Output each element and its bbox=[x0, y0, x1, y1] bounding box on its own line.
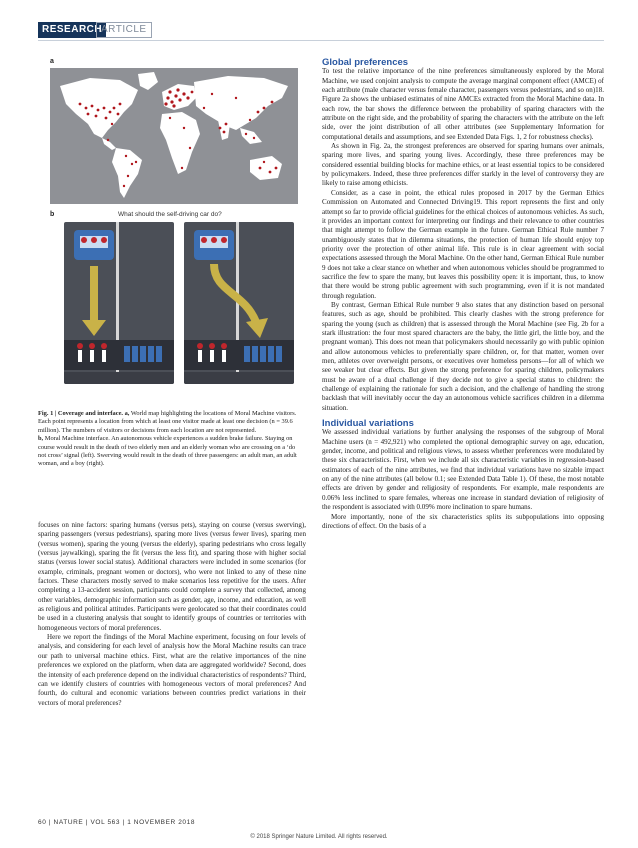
right-paragraph-5: We assessed individual variations by further analysing the responses of the subgroup of Moral Machine users (n = 492,921) who completed the optional demographic survey on age, education, gender, income, and political and religious views, to assess whether preferences were modulated by these six characteristics. First, when we include all six characteristic variables in regression-based estimators of each of the nine attributes, we find that individual variations have no sizable impact on any of the nine attributes (all below 0.1; see Extended Data Table 1). Of these, the most notable effects are driven by gender and religiosity of respondents. For example, male respondents are 0.06% less inclined to spare females, whereas one increase in standard deviation of religiosity of the respondent is associated with 0.09% more inclination to spare humans. bbox=[322, 428, 604, 512]
article-type-badge: ARTICLE bbox=[96, 22, 152, 38]
caption-a-text: World map highlighting the locations of Moral Machine visitors. Each point represents a location from which at least one visitor made at least one decision (n = 39.6 million). The numbers of visitors or decisions from each location are not represented. bbox=[38, 410, 297, 434]
right-paragraph-1: To test the relative importance of the nine preferences simultaneously explored by the Moral Machine, we used conjoint analysis to compute the average marginal component effect (AMCE) of each attribute (male character versus female character, passengers versus pedestrians, and so on)18. Figure 2a shows the unbiased estimates of nine AMCEs extracted from the Moral Machine data. In each row, the bar shows the difference between the probability of sparing characters with the attribute on the right side, and the probability of sparing the characters with the attribute on the left side, over the joint distribution of all other attributes (see Supplementary Information for computational details and assumptions, and see Extended Data Figs. 1, 2 for robustness checks). bbox=[322, 67, 604, 141]
caption-b-label: b, bbox=[38, 435, 44, 443]
figure-question: What should the self-driving car do? bbox=[118, 211, 222, 218]
left-column bbox=[38, 521, 306, 708]
world-map bbox=[50, 68, 298, 204]
section-badge: RESEARCH bbox=[38, 22, 106, 38]
caption-b-text: Moral Machine interface. An autonomous vehicle experiences a sudden brake failure. Staying on course would result in the death of two elderly men and an elderly woman who are crossing on a ‘do not cross’ signal (left). Swerving would result in the death of three passengers: an adult man, an adult woman, and a boy (right). bbox=[38, 435, 297, 468]
right-paragraph-6: More importantly, none of the six characteristics splits its subpopulations into opposing directions of effect. On the basis of a bbox=[322, 512, 604, 530]
world-map-graphic bbox=[50, 68, 298, 204]
right-paragraph-3: Consider, as a case in point, the ethical rules proposed in 2017 by the German Ethics Commission on Automated and Connected Driving19. This report represents the first and only attempt so far to provide official guidelines for the ethical choices of autonomous vehicles. As such, it provides an important context for interpreting our findings and their relevance to other countries that might attempt to follow the German example in the future. German Ethical Rule number 7 unambiguously states that in dilemma situations, the protection of human life should enjoy top priority over the protection of other animal life. This rule is in clear agreement with social expectations assessed through the Moral Machine. On the other hand, German Ethical Rule number 9 does not take a clear stance on whether and when autonomous vehicles should be programmed to sacrifice the few to spare the many, but leaves this possibility open: it is important, thus, to know that there would be strong public agreement with such programming, even if it is not mandated through regulation. bbox=[322, 188, 604, 300]
caption-a-label: a, bbox=[124, 410, 130, 417]
page-footer: 60 | NATURE | VOL 563 | 1 NOVEMBER 2018 bbox=[38, 819, 196, 826]
panel-b-label: b bbox=[50, 211, 55, 218]
header-rule bbox=[38, 40, 604, 41]
right-paragraph-2: As shown in Fig. 2a, the strongest preferences are observed for sparing humans over animals, sparing more lives, and sparing young lives. Accordingly, these three preferences may be considered essential building blocks for machine ethics, or at least essential topics to be considered by policymakers. Indeed, these three preferences differ starkly in the level of controversy they are likely to raise among ethicists. bbox=[322, 142, 604, 188]
right-paragraph-4: By contrast, German Ethical Rule number 9 also states that any distinction based on personal features, such as age, should be prohibited. This clearly clashes with the strong preference for sparing the young (such as children) that is assessed through the Moral Machine (see Fig. 2b for a stark illustration: the four most spared characters are the baby, the little girl, the little boy, and the pregnant woman). This does not mean that policymakers should necessarily go with public opinion and allow autonomous vehicles to preferentially spare children, or, for that matter, women over men, athletes over overweight persons, or executives over homeless persons—for all of which we see weaker but clear effects. But given the strong preference for sparing children, policymakers must be aware of a dual challenge if they decide not to give a special status to children: the challenge of explaining the rationale for such a decision, and the challenge of handling the strong backlash that will inevitably occur the day an autonomous vehicle sacrifices children in a dilemma situation. bbox=[322, 300, 604, 412]
scenario-stay-course[interactable] bbox=[64, 222, 174, 384]
caption-title: Fig. 1 | Coverage and interface. bbox=[38, 410, 123, 417]
panel-a-label: a bbox=[50, 58, 54, 65]
scenario-left-graphic bbox=[64, 222, 174, 384]
section-heading-individual: Individual variations bbox=[322, 418, 414, 430]
left-paragraph-2: Here we report the findings of the Moral Machine experiment, focusing on four levels of analysis, and considering for each level of analysis how the Moral Machine results can trace our path to universal machine ethics. First, what are the relative importances of the nine preferences we explored on the platform, when data are aggregated worldwide? Second, does the intensity of each preference depend on the individual characteristics of respondents? Third, can we identify clusters of countries with homogeneous vectors of moral preferences? And fourth, do cultural and economic variations between countries predict variations in their vectors of moral preferences? bbox=[38, 633, 306, 707]
copyright-notice: © 2018 Springer Nature Limited. All rights reserved. bbox=[250, 834, 388, 840]
scenario-right-graphic bbox=[184, 222, 294, 384]
right-column bbox=[322, 58, 604, 531]
section-heading-global: Global preferences bbox=[322, 57, 409, 68]
left-paragraph-1: focuses on nine factors: sparing humans (versus pets), staying on course (versus swerving), sparing passengers (versus pedestrians), sparing more lives (versus fewer lives), sparing men (versus women), sparing the young (versus the elderly), sparing pedestrians who cross legally (versus jaywalking), sparing the fit (versus the less fit), and sparing those with higher social status (versus lower social status). Additional characters were included in some scenarios (for example, criminals, pregnant women or doctors), who were not linked to any of these nine factors. These characters mostly served to make scenarios less repetitive for the users. After completing a 13-accident session, participants could complete a survey that collected, among other variables, demographic information such as gender, age, income, and education, as well as religious and political attitudes. Participants were geolocated so that their coordinates could be used in a clustering analysis that sought to identify groups of countries or territories with homogeneous vectors of moral preferences. bbox=[38, 521, 306, 632]
figure-caption bbox=[38, 410, 300, 469]
scenario-swerve[interactable] bbox=[184, 222, 294, 384]
